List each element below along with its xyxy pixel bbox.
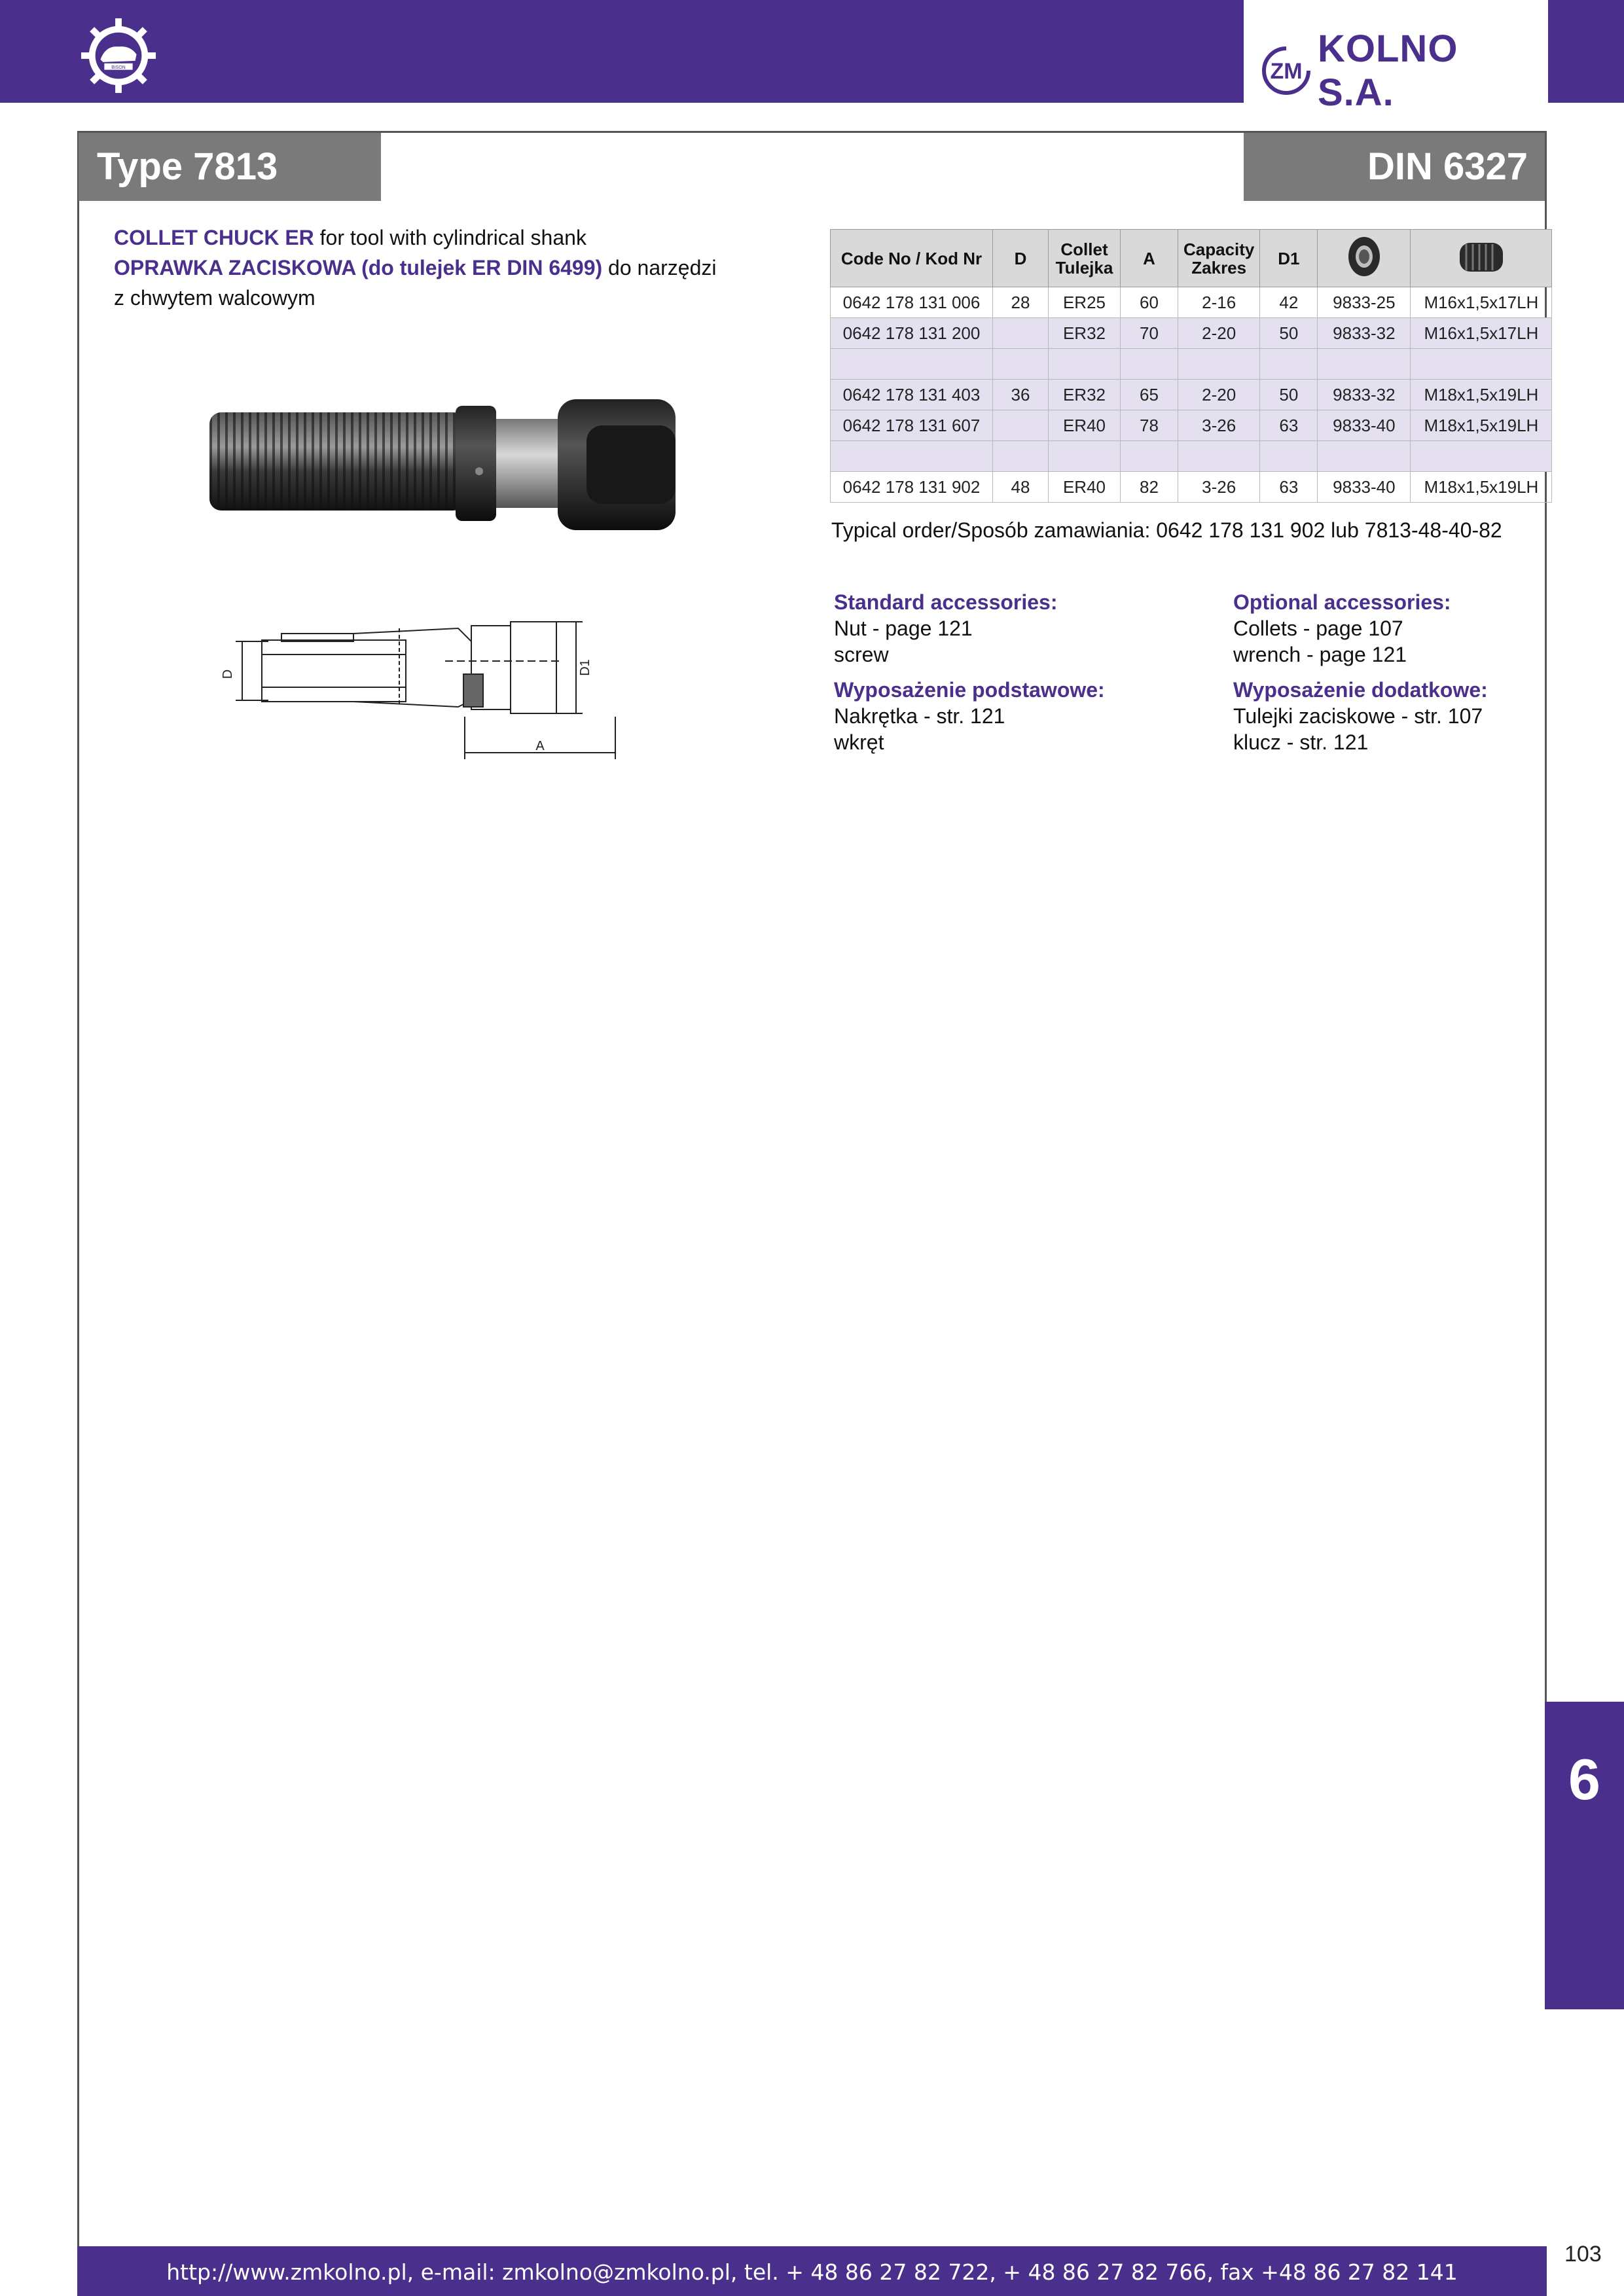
brand-logo xyxy=(1260,27,1535,114)
col-header-d: D xyxy=(993,230,1049,287)
cell-a: 65 xyxy=(1121,380,1178,410)
description-title-en: COLLET CHUCK ER xyxy=(114,226,314,249)
bison-logo-text: BISON xyxy=(111,65,126,71)
cell-collet xyxy=(1049,441,1121,472)
dim-label-d1: D1 xyxy=(578,659,592,676)
cell-screw: M18x1,5x19LH xyxy=(1411,410,1552,441)
cell-d1: 50 xyxy=(1260,318,1318,349)
optional-accessories-pl-title: Wyposażenie dodatkowe: xyxy=(1233,678,1488,702)
table-row xyxy=(831,441,1552,472)
dim-label-d: D xyxy=(221,669,235,679)
cell-a xyxy=(1121,349,1178,380)
cell-capacity xyxy=(1178,441,1260,472)
cell-code xyxy=(831,441,993,472)
cell-capacity: 3-26 xyxy=(1178,410,1260,441)
cell-screw: M18x1,5x19LH xyxy=(1411,380,1552,410)
cell-collet: ER40 xyxy=(1049,410,1121,441)
cell-collet: ER25 xyxy=(1049,287,1121,318)
optional-accessory-item: Collets - page 107 xyxy=(1233,617,1403,640)
standard-accessory-pl-item: Nakrętka - str. 121 xyxy=(834,704,1005,728)
cell-collet: ER32 xyxy=(1049,380,1121,410)
cell-code: 0642 178 131 902 xyxy=(831,472,993,503)
cell-collet xyxy=(1049,349,1121,380)
description-text-en: for tool with cylindrical shank xyxy=(314,226,586,249)
cell-screw: M16x1,5x17LH xyxy=(1411,318,1552,349)
cell-screw: M18x1,5x19LH xyxy=(1411,472,1552,503)
table-row xyxy=(831,380,1552,410)
cell-nut: 9833-25 xyxy=(1318,287,1411,318)
optional-accessory-pl-item: klucz - str. 121 xyxy=(1233,730,1369,754)
cell-a: 78 xyxy=(1121,410,1178,441)
cell-a: 82 xyxy=(1121,472,1178,503)
table-row xyxy=(831,472,1552,503)
cell-d xyxy=(993,349,1049,380)
page-number: 103 xyxy=(1564,2242,1602,2267)
standard-accessory-pl-item: wkręt xyxy=(834,730,884,754)
brand-name: KOLNO S.A. xyxy=(1318,27,1458,114)
top-banner xyxy=(0,0,1244,103)
cell-capacity: 3-26 xyxy=(1178,472,1260,503)
standard-accessory-item: Nut - page 121 xyxy=(834,617,973,640)
cell-capacity: 2-20 xyxy=(1178,318,1260,349)
cell-code xyxy=(831,349,993,380)
cell-capacity: 2-16 xyxy=(1178,287,1260,318)
cell-nut: 9833-32 xyxy=(1318,380,1411,410)
product-photo xyxy=(207,386,678,543)
nut-icon xyxy=(1344,234,1384,279)
col-header-a: A xyxy=(1121,230,1178,287)
cell-screw xyxy=(1411,349,1552,380)
optional-accessories xyxy=(1233,589,1488,755)
technical-drawing xyxy=(223,602,628,766)
optional-accessory-pl-item: Tulejki zaciskowe - str. 107 xyxy=(1233,704,1483,728)
screw-icon xyxy=(1452,234,1511,279)
cell-collet: ER32 xyxy=(1049,318,1121,349)
cell-d1: 42 xyxy=(1260,287,1318,318)
cell-capacity: 2-20 xyxy=(1178,380,1260,410)
dim-label-a: A xyxy=(535,739,545,753)
cell-d1 xyxy=(1260,349,1318,380)
cell-d: 48 xyxy=(993,472,1049,503)
cell-nut xyxy=(1318,349,1411,380)
frame-left xyxy=(77,131,79,2251)
cell-d xyxy=(993,410,1049,441)
cell-screw: M16x1,5x17LH xyxy=(1411,287,1552,318)
cell-d: 28 xyxy=(993,287,1049,318)
col-header-screw xyxy=(1411,230,1552,287)
cell-a: 60 xyxy=(1121,287,1178,318)
col-header-code: Code No / Kod Nr xyxy=(831,230,993,287)
chapter-tab: 6 xyxy=(1545,1702,1624,2009)
optional-accessory-item: wrench - page 121 xyxy=(1233,643,1407,666)
product-description xyxy=(114,223,736,313)
col-header-capacity: Capacity Zakres xyxy=(1178,230,1260,287)
description-text-pl: do narzędzi xyxy=(602,256,717,279)
table-row xyxy=(831,410,1552,441)
zm-logo-mark xyxy=(1260,45,1312,97)
svg-text:ZM: ZM xyxy=(1270,59,1303,84)
cell-a xyxy=(1121,441,1178,472)
cell-code: 0642 178 131 200 xyxy=(831,318,993,349)
col-header-collet: Collet Tulejka xyxy=(1049,230,1121,287)
cell-nut: 9833-40 xyxy=(1318,410,1411,441)
col-header-d1: D1 xyxy=(1260,230,1318,287)
cell-collet: ER40 xyxy=(1049,472,1121,503)
cell-a: 70 xyxy=(1121,318,1178,349)
footer-contact: http://www.zmkolno.pl, e-mail: zmkolno@zmkolno.pl, tel. + 48 86 27 82 722, + 48 86 27 82 766, fax +48 86 27 82 141 xyxy=(77,2246,1547,2296)
cell-screw xyxy=(1411,441,1552,472)
cell-nut: 9833-32 xyxy=(1318,318,1411,349)
optional-accessories-title: Optional accessories: xyxy=(1233,590,1451,614)
col-header-nut xyxy=(1318,230,1411,287)
specification-table xyxy=(830,229,1552,503)
cell-d xyxy=(993,318,1049,349)
table-row xyxy=(831,287,1552,318)
description-text-pl-2: z chwytem walcowym xyxy=(114,286,316,310)
standard-accessories-title: Standard accessories: xyxy=(834,590,1058,614)
cell-code: 0642 178 131 403 xyxy=(831,380,993,410)
cell-nut: 9833-40 xyxy=(1318,472,1411,503)
cell-capacity xyxy=(1178,349,1260,380)
cell-d1: 50 xyxy=(1260,380,1318,410)
order-example: Typical order/Sposób zamawiania: 0642 178 131 902 lub 7813-48-40-82 xyxy=(831,518,1502,542)
description-title-pl: OPRAWKA ZACISKOWA (do tulejek ER DIN 6499) xyxy=(114,256,603,279)
cell-d1: 63 xyxy=(1260,472,1318,503)
cell-d xyxy=(993,441,1049,472)
cell-code: 0642 178 131 607 xyxy=(831,410,993,441)
din-standard-title: DIN 6327 xyxy=(1244,133,1545,201)
standard-accessory-item: screw xyxy=(834,643,889,666)
cell-d1 xyxy=(1260,441,1318,472)
standard-accessories-pl-title: Wyposażenie podstawowe: xyxy=(834,678,1105,702)
table-header-row xyxy=(831,230,1552,287)
table-row xyxy=(831,349,1552,380)
standard-accessories xyxy=(834,589,1105,755)
top-banner-right xyxy=(1548,0,1624,103)
cell-d1: 63 xyxy=(1260,410,1318,441)
product-type-title: Type 7813 xyxy=(79,133,381,201)
cell-code: 0642 178 131 006 xyxy=(831,287,993,318)
cell-d: 36 xyxy=(993,380,1049,410)
cell-nut xyxy=(1318,441,1411,472)
bison-logo xyxy=(80,17,157,94)
table-row xyxy=(831,318,1552,349)
